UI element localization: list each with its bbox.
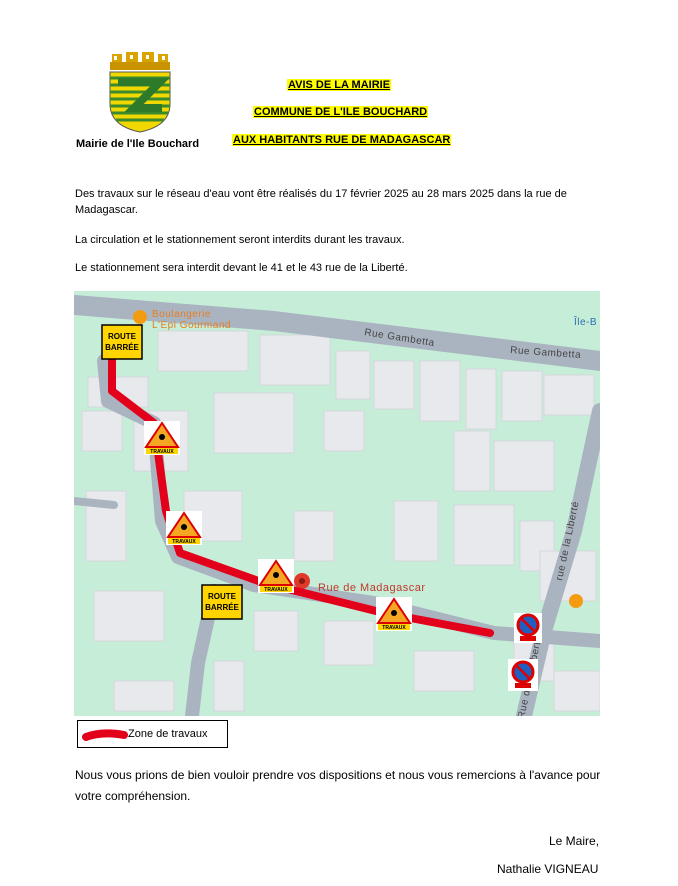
signature-name: Nathalie VIGNEAU [497, 862, 599, 876]
roadworks-sign-1 [144, 421, 180, 455]
poi-bakery-name: Boulangerie [152, 309, 211, 320]
street-label-madagascar: Rue de Madagascar [318, 582, 426, 594]
roadworks-sign-3 [258, 559, 294, 593]
paragraph-traffic: La circulation et le stationnement seront interdits durant les travaux. [75, 234, 405, 246]
logo-caption: Mairie de l'Ile Bouchard [76, 138, 200, 150]
crown-icon [110, 52, 170, 70]
restaurant-icon-2 [569, 594, 583, 608]
svg-text:TRAVAUX: TRAVAUX [264, 587, 288, 593]
svg-text:BARRÉE: BARRÉE [105, 343, 139, 352]
road-closed-sign-2 [202, 585, 242, 619]
paragraph-works-dates: Des travaux sur le réseau d'eau vont être réalisés du 17 février 2025 au 28 mars 2025 dans la rue de Madagascar. [75, 188, 567, 216]
coat-of-arms-logo [104, 52, 178, 134]
svg-text:ROUTE: ROUTE [108, 332, 136, 341]
roadworks-sign-2 [166, 511, 202, 545]
street-label-liberte-2: Rue Liberté [516, 634, 545, 716]
signature-title: Le Maire, [549, 834, 600, 848]
legend-label: Zone de travaux [128, 728, 208, 740]
notice-audience: AUX HABITANTS RUE DE MADAGASCAR [233, 134, 451, 146]
notice-title: AVIS DE LA MAIRIE [288, 79, 391, 91]
svg-text:TRAVAUX: TRAVAUX [172, 539, 196, 545]
restaurant-icon [133, 310, 147, 324]
paragraph-parking: Le stationnement sera interdit devant le 41 et le 43 rue de la Liberté. [75, 262, 408, 274]
svg-text:TRAVAUX: TRAVAUX [150, 449, 174, 455]
street-label-gambetta-2: Rue Gambetta [509, 345, 582, 361]
works-map [74, 291, 600, 716]
svg-text:TRAVAUX: TRAVAUX [382, 625, 406, 631]
svg-text:ROUTE: ROUTE [208, 592, 236, 601]
poi-partial-label: Île-B [574, 317, 598, 328]
works-zone-swatch [82, 728, 128, 742]
poi-bakery-subname: L'Epi Gourmand [152, 320, 231, 331]
map-legend [77, 720, 228, 748]
road-closed-sign-1 [102, 325, 142, 359]
street-label-liberte-1: rue de la Liberté [554, 500, 582, 582]
no-parking-sign-1 [514, 613, 542, 643]
svg-text:BARRÉE: BARRÉE [205, 603, 239, 612]
notice-commune: COMMUNE DE L'ILE BOUCHARD [254, 106, 428, 118]
street-label-gambetta-1: Rue Gambetta [363, 327, 436, 350]
closing-paragraph: Nous vous prions de bien vouloir prendre vos dispositions et nous vous remercions à l'avance pour votre compréhension. [75, 768, 601, 803]
roadworks-sign-4 [376, 597, 412, 631]
no-parking-sign-2 [508, 659, 538, 691]
